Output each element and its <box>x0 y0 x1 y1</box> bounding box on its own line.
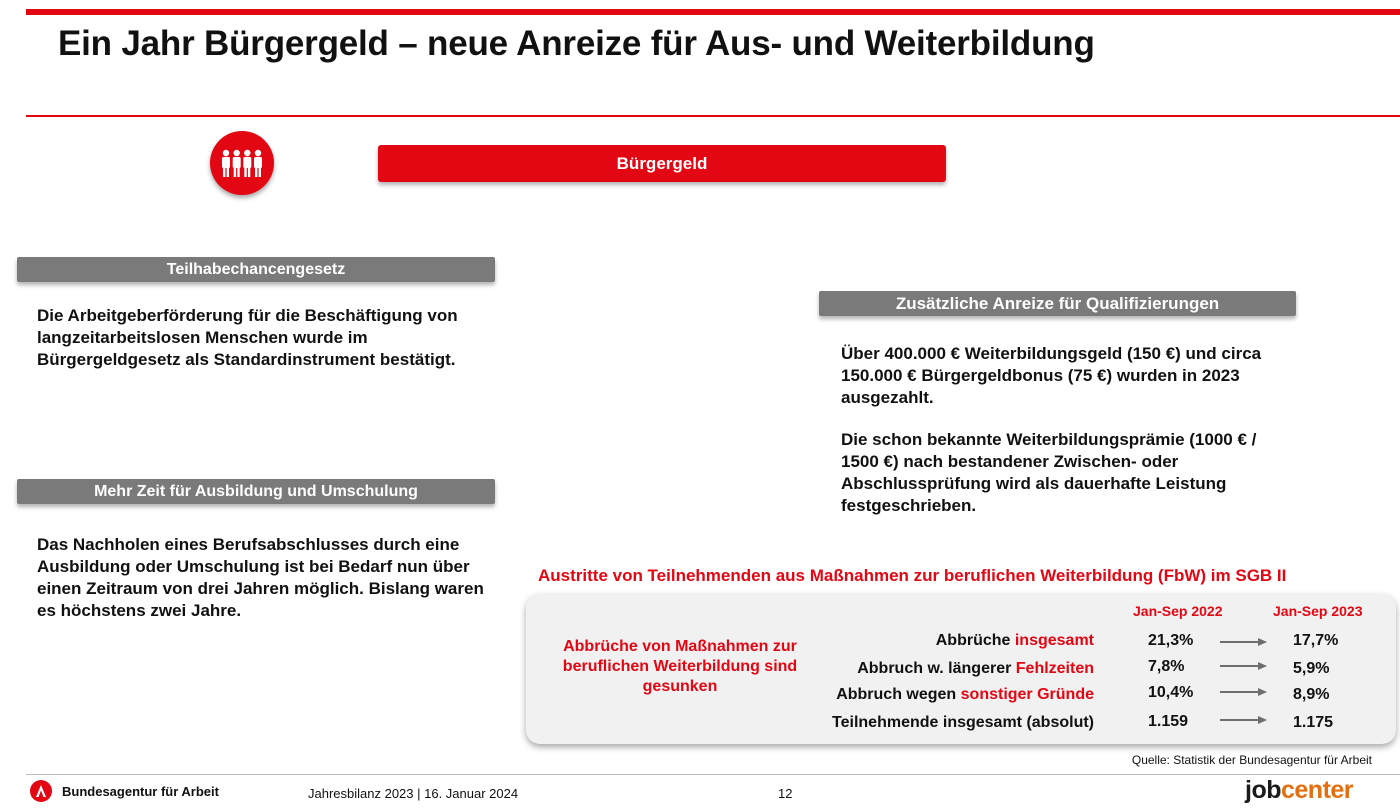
stats-value-2023: 8,9% <box>1293 686 1330 703</box>
footer-date: Jahresbilanz 2023 | 16. Januar 2024 <box>308 786 519 801</box>
page-title: Ein Jahr Bürgergeld – neue Anreize für Aus- und Weiterbildung <box>58 24 1095 63</box>
footer-divider <box>26 774 1400 775</box>
page-number: 12 <box>778 786 793 801</box>
stats-value-2022: 7,8% <box>1148 658 1185 675</box>
stats-row-label: Abbruch wegen sonstiger Gründe <box>836 686 1094 703</box>
stats-row-label: Abbruch w. längerer Fehlzeiten <box>857 660 1094 677</box>
stats-heading: Austritte von Teilnehmenden aus Maßnahmen zur beruflichen Weiterbildung (FbW) im SGB II <box>538 566 1287 585</box>
stats-value-2022: 21,3% <box>1148 632 1194 649</box>
people-group-icon <box>210 131 274 195</box>
buergergeld-banner: Bürgergeld <box>378 145 946 182</box>
footer-org-name: Bundesagentur für Arbeit <box>62 784 219 799</box>
arrow-right-icon <box>1220 637 1268 647</box>
qualifizierungen-text-2: Die schon bekannte Weiterbildungsprämie (1000 € / 1500 €) nach bestandener Zwischen- oder Abschlussprüfung wird als dauerhafte Leistung festgeschrieben. <box>841 430 1257 515</box>
stats-callout: Abbrüche von Maßnahmen zur beruflichen Weiterbildung sind gesunken <box>562 638 798 695</box>
jobcenter-logo: jobcenter <box>1245 776 1354 804</box>
ausbildung-text: Das Nachholen eines Berufsabschlusses durch eine Ausbildung oder Umschulung ist bei Bedarf nun über einen Zeitraum von drei Jahren möglich. Bislang waren es höchstens zwei Jahre. <box>37 535 484 620</box>
stats-row-label: Abbrüche insgesamt <box>935 632 1094 649</box>
section-heading-qualifizierungen: Zusätzliche Anreize für Qualifizierungen <box>819 291 1296 316</box>
arrow-right-icon <box>1220 715 1268 725</box>
column-header-2023: Jan-Sep 2023 <box>1273 603 1363 619</box>
stats-row-label: Teilnehmende insgesamt (absolut) <box>832 714 1094 731</box>
title-divider <box>26 115 1400 117</box>
section-heading-ausbildung: Mehr Zeit für Ausbildung und Umschulung <box>17 479 495 504</box>
arrow-right-icon <box>1220 687 1268 697</box>
qualifizierungen-text-1: Über 400.000 € Weiterbildungsgeld (150 €) und circa 150.000 € Bürgergeldbonus (75 €) wurden in 2023 ausgezahlt. <box>841 344 1262 407</box>
column-header-2022: Jan-Sep 2022 <box>1133 603 1223 619</box>
teilhabechancengesetz-text: Die Arbeitgeberförderung für die Beschäftigung von langzeitarbeitslosen Menschen wurde im Bürgergeldgesetz als Standardinstrument bestätigt. <box>37 306 458 369</box>
stats-value-2022: 1.159 <box>1148 713 1189 730</box>
source-note: Quelle: Statistik der Bundesagentur für Arbeit <box>1131 753 1372 767</box>
ba-logo-icon <box>30 780 52 802</box>
stats-value-2023: 17,7% <box>1293 632 1339 649</box>
arrow-right-icon <box>1220 661 1268 671</box>
top-accent-bar <box>26 9 1400 15</box>
stats-value-2022: 10,4% <box>1148 684 1194 701</box>
section-heading-teilhabechancengesetz: Teilhabechancengesetz <box>17 257 495 282</box>
stats-value-2023: 5,9% <box>1293 660 1330 677</box>
stats-value-2023: 1.175 <box>1293 714 1334 731</box>
